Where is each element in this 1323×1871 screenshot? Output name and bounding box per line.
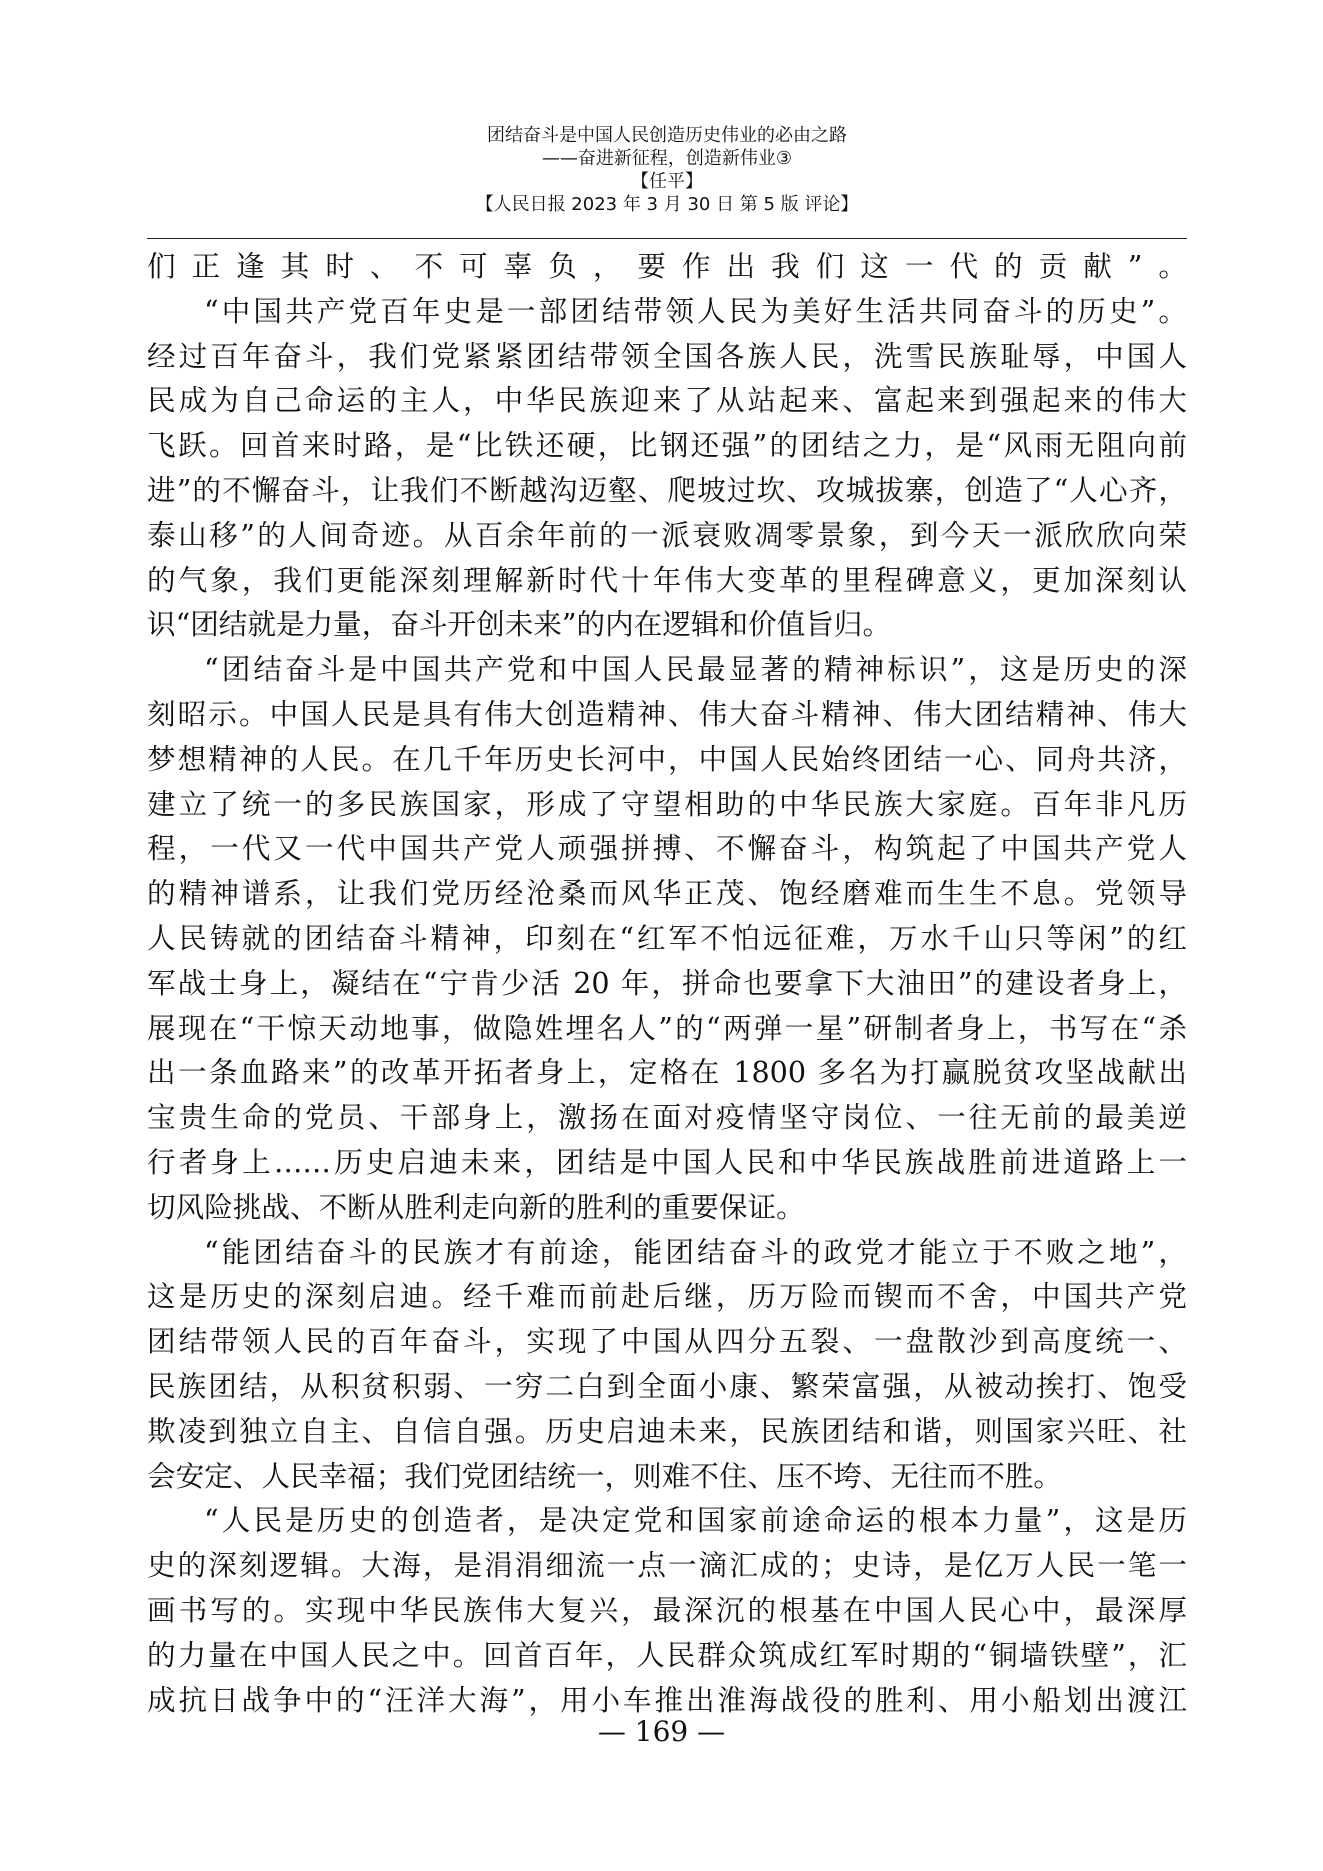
article-source: 【人民日报 2023 年 3 月 30 日 第 5 版 评论】	[475, 194, 859, 215]
body-line: 建立了统一的多民族国家，形成了守望相助的中华民族大家庭。百年非凡历	[147, 786, 1187, 821]
body-line: 欺凌到独立自主、自信自强。历史启迪未来，民族团结和谐，则国家兴旺、社	[147, 1413, 1187, 1448]
body-line: 的力量在中国人民之中。回首百年，人民群众筑成红军时期的“铜墙铁壁”，汇	[147, 1637, 1187, 1672]
body-line: 梦想精神的人民。在几千年历史长河中，中国人民始终团结一心、同舟共济，	[147, 741, 1187, 776]
body-line: 团结带领人民的百年奋斗，实现了中国从四分五裂、一盘散沙到高度统一、	[147, 1324, 1187, 1359]
document-header	[147, 124, 1187, 216]
body-line: 军战士身上，凝结在“宁肯少活 20 年，拼命也要拿下大油田”的建设者身上，	[147, 965, 1187, 1000]
article-subtitle: ——奋进新征程，创造新伟业③	[541, 148, 793, 169]
article-author: 【任平】	[631, 171, 703, 192]
body-line: “中国共产党百年史是一部团结带领人民为美好生活共同奋斗的历史”。	[204, 293, 1187, 328]
body-line: 泰山移”的人间奇迹。从百余年前的一派衰败凋零景象，到今天一派欣欣向荣	[147, 517, 1187, 552]
body-line: 民成为自己命运的主人，中华民族迎来了从站起来、富起来到强起来的伟大	[147, 383, 1187, 418]
body-line: 经过百年奋斗，我们党紧紧团结带领全国各族人民，洗雪民族耻辱，中国人	[147, 338, 1187, 373]
body-line: 识“团结就是力量，奋斗开创未来”的内在逻辑和价值旨归。	[147, 607, 892, 642]
body-line: 的气象，我们更能深刻理解新时代十年伟大变革的里程碑意义，更加深刻认	[147, 562, 1187, 597]
article-body	[147, 244, 1187, 1722]
body-line: 出一条血路来”的改革开拓者身上，定格在 1800 多名为打赢脱贫攻坚战献出	[147, 1055, 1187, 1090]
body-line: 切风险挑战、不断从胜利走向新的胜利的重要保证。	[147, 1189, 805, 1224]
body-line: 展现在“干惊天动地事，做隐姓埋名人”的“两弹一星”研制者身上，书写在“杀	[147, 1010, 1187, 1045]
page-number: — 169 —	[597, 1715, 726, 1748]
body-line: 程，一代又一代中国共产党人顽强拼搏、不懈奋斗，构筑起了中国共产党人	[147, 831, 1187, 866]
body-line: 民族团结，从积贫积弱、一穷二白到全面小康、繁荣富强，从被动挨打、饱受	[147, 1368, 1187, 1403]
body-line: 人民铸就的团结奋斗精神，印刻在“红军不怕远征难，万水千山只等闲”的红	[147, 920, 1187, 955]
body-line: 们正逢其时、不可辜负，要作出我们这一代的贡献”。	[147, 249, 1187, 283]
body-line: “能团结奋斗的民族才有前途，能团结奋斗的政党才能立于不败之地”，	[204, 1234, 1187, 1269]
article-title: 团结奋斗是中国人民创造历史伟业的必由之路	[487, 125, 847, 146]
body-line: 进”的不懈奋斗，让我们不断越沟迈壑、爬坡过坎、攻城拔寨，创造了“人心齐，	[147, 472, 1187, 507]
body-line: 这是历史的深刻启迪。经千难而前赴后继，历万险而锲而不舍，中国共产党	[147, 1279, 1187, 1314]
body-line: 会安定、人民幸福；我们党团结统一，则难不住、压不垮、无往而不胜。	[147, 1458, 1063, 1493]
body-line: 的精神谱系，让我们党历经沧桑而风华正茂、饱经磨难而生生不息。党领导	[147, 876, 1187, 911]
body-line: 刻昭示。中国人民是具有伟大创造精神、伟大奋斗精神、伟大团结精神、伟大	[147, 696, 1187, 731]
header-divider	[147, 238, 1187, 239]
body-line: 画书写的。实现中华民族伟大复兴，最深沉的根基在中国人民心中，最深厚	[147, 1592, 1187, 1627]
body-line: 史的深刻逻辑。大海，是涓涓细流一点一滴汇成的；史诗，是亿万人民一笔一	[147, 1548, 1187, 1583]
body-line: 行者身上……历史启迪未来，团结是中国人民和中华民族战胜前进道路上一	[147, 1144, 1187, 1179]
body-line: “人民是历史的创造者，是决定党和国家前途命运的根本力量”，这是历	[204, 1503, 1187, 1538]
body-line: 宝贵生命的党员、干部身上，激扬在面对疫情坚守岗位、一往无前的最美逆	[147, 1100, 1187, 1135]
body-line: “团结奋斗是中国共产党和中国人民最显著的精神标识”，这是历史的深	[204, 652, 1187, 687]
body-line: 飞跃。回首来时路，是“比铁还硬，比钢还强”的团结之力，是“风雨无阻向前	[147, 428, 1187, 463]
body-line: 成抗日战争中的“汪洋大海”，用小车推出淮海战役的胜利、用小船划出渡江	[147, 1682, 1187, 1717]
